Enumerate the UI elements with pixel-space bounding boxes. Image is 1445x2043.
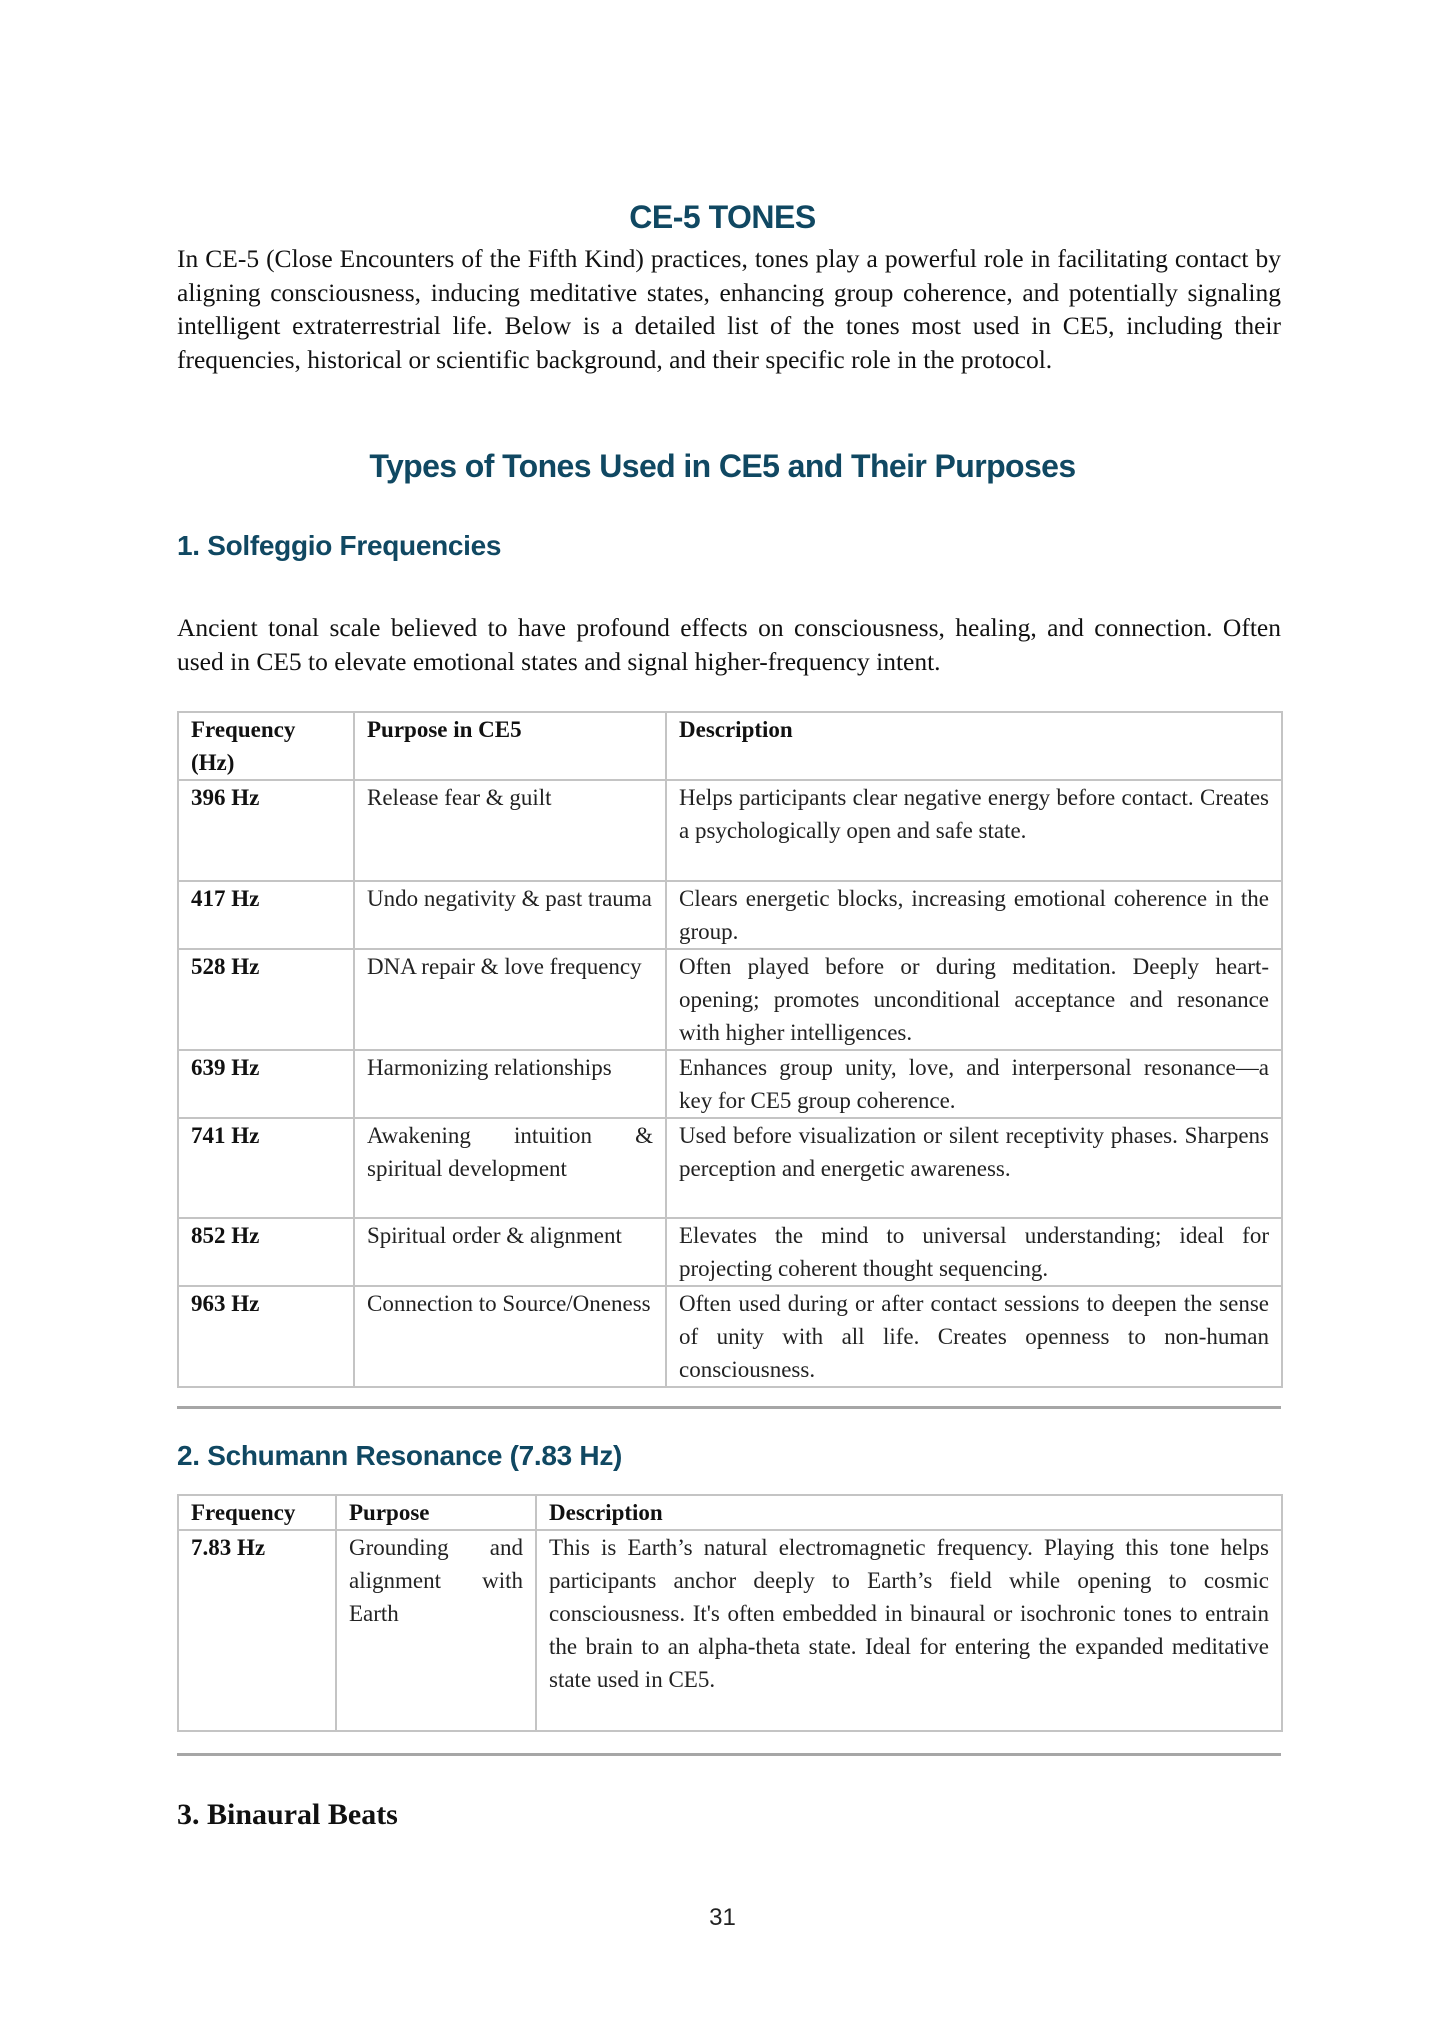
frequency-cell: 7.83 Hz <box>178 1530 336 1731</box>
frequency-cell: 528 Hz <box>178 949 354 1050</box>
purpose-cell: Grounding and alignment with Earth <box>336 1530 536 1731</box>
description-cell: Elevates the mind to universal understanding; ideal for projecting coherent thought sequencing. <box>666 1218 1282 1286</box>
column-header-purpose: Purpose <box>336 1495 536 1530</box>
table-row <box>178 1530 1282 1731</box>
table-row <box>178 881 1282 949</box>
table-header-row <box>178 1495 1282 1530</box>
description-cell: Used before visualization or silent receptivity phases. Sharpens perception and energetic awareness. <box>666 1118 1282 1218</box>
table-row <box>178 1118 1282 1218</box>
frequency-cell: 852 Hz <box>178 1218 354 1286</box>
table-header-row <box>178 712 1282 780</box>
description-cell: Often played before or during meditation. Deeply heart-opening; promotes unconditional acceptance and resonance with higher intelligences. <box>666 949 1282 1050</box>
description-cell: Clears energetic blocks, increasing emotional coherence in the group. <box>666 881 1282 949</box>
table-row <box>178 1218 1282 1286</box>
purpose-cell: Spiritual order & alignment <box>354 1218 666 1286</box>
table-row <box>178 1286 1282 1387</box>
intro-paragraph: In CE-5 (Close Encounters of the Fifth Kind) practices, tones play a powerful role in facilitating contact by aligning consciousness, inducing meditative states, enhancing group coherence, and potentially signaling intelligent extraterrestrial life. Below is a detailed list of the tones most used in CE5, including their frequencies, historical or scientific background, and their specific role in the protocol. <box>177 244 1281 374</box>
description-cell: Enhances group unity, love, and interpersonal resonance—a key for CE5 group coherence. <box>666 1050 1282 1118</box>
purpose-cell: Release fear & guilt <box>354 780 666 881</box>
column-header-purpose: Purpose in CE5 <box>354 712 666 780</box>
frequency-cell: 741 Hz <box>178 1118 354 1218</box>
frequency-cell: 639 Hz <box>178 1050 354 1118</box>
horizontal-divider <box>177 1753 1281 1756</box>
horizontal-divider <box>177 1406 1281 1409</box>
description-cell: Often used during or after contact sessions to deepen the sense of unity with all life. Creates openness to non-human consciousness. <box>666 1286 1282 1387</box>
page-title: CE-5 TONES <box>629 199 816 236</box>
column-header-frequency: Frequency (Hz) <box>178 712 354 780</box>
frequency-cell: 417 Hz <box>178 881 354 949</box>
purpose-cell: Harmonizing relationships <box>354 1050 666 1118</box>
description-cell: This is Earth’s natural electromagnetic frequency. Playing this tone helps participants anchor deeply to Earth’s field while opening to cosmic consciousness. It's often embedded in binaural or isochronic tones to entrain the brain to an alpha-theta state. Ideal for entering the expanded meditative state used in CE5. <box>536 1530 1282 1731</box>
column-header-description: Description <box>666 712 1282 780</box>
purpose-cell: Undo negativity & past trauma <box>354 881 666 949</box>
column-header-description: Description <box>536 1495 1282 1530</box>
table-row <box>178 780 1282 881</box>
purpose-cell: Connection to Source/Oneness <box>354 1286 666 1387</box>
table-row <box>178 1050 1282 1118</box>
solfeggio-paragraph: Ancient tonal scale believed to have profound effects on consciousness, healing, and connection. Often used in CE5 to elevate emotional states and signal higher-frequency intent. <box>177 613 1281 676</box>
frequency-cell: 963 Hz <box>178 1286 354 1387</box>
section-heading-solfeggio: 1. Solfeggio Frequencies <box>177 530 502 561</box>
frequency-cell: 396 Hz <box>178 780 354 881</box>
table-row <box>178 949 1282 1050</box>
column-header-frequency: Frequency <box>178 1495 336 1530</box>
section-subtitle: Types of Tones Used in CE5 and Their Purposes <box>369 448 1076 484</box>
solfeggio-table <box>177 711 1283 1388</box>
purpose-cell: Awakening intuition & spiritual development <box>354 1118 666 1218</box>
schumann-table <box>177 1494 1283 1732</box>
page-number: 31 <box>709 1904 736 1931</box>
description-cell: Helps participants clear negative energy before contact. Creates a psychologically open and safe state. <box>666 780 1282 881</box>
purpose-cell: DNA repair & love frequency <box>354 949 666 1050</box>
section-heading-schumann: 2. Schumann Resonance (7.83 Hz) <box>177 1440 623 1471</box>
section-heading-binaural: 3. Binaural Beats <box>177 1798 398 1831</box>
